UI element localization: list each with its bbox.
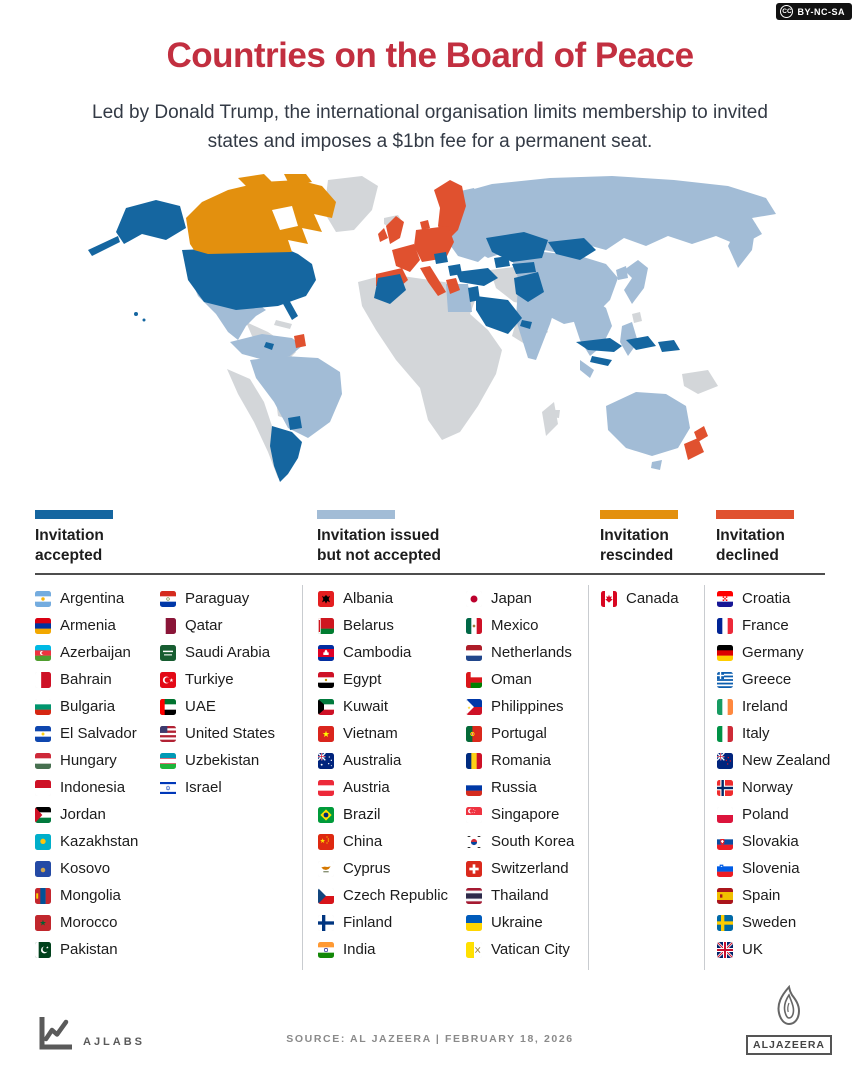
country-flag-icon xyxy=(318,753,334,769)
country-flag-icon xyxy=(318,861,334,877)
legend-declined-line1: Invitation xyxy=(716,527,785,545)
country-row xyxy=(466,909,574,936)
country-row xyxy=(466,936,574,963)
country-row xyxy=(160,666,285,693)
accepted-list-a xyxy=(35,585,160,963)
country-row xyxy=(601,585,704,612)
country-row xyxy=(466,882,574,909)
country-name: Mexico xyxy=(491,617,539,635)
country-name: Greece xyxy=(742,671,792,689)
country-flag-icon xyxy=(160,699,176,715)
declined-column xyxy=(704,585,831,970)
map-paraguay xyxy=(288,416,302,430)
country-flag-icon xyxy=(466,888,482,904)
country-row xyxy=(318,585,466,612)
page-title: Countries on the Board of Peace xyxy=(166,36,694,75)
country-name: Thailand xyxy=(491,887,549,905)
map-uzbekistan xyxy=(512,262,536,274)
country-row xyxy=(318,666,466,693)
legend-row xyxy=(35,510,825,565)
country-flag-icon xyxy=(466,834,482,850)
map-new-guinea xyxy=(682,370,718,394)
country-flag-icon xyxy=(35,726,51,742)
country-name: Hungary xyxy=(60,752,117,770)
country-flag-icon xyxy=(160,753,176,769)
country-name: Egypt xyxy=(343,671,382,689)
country-row xyxy=(466,855,574,882)
country-row xyxy=(35,936,160,963)
country-name: Cambodia xyxy=(343,644,412,662)
country-name: Armenia xyxy=(60,617,116,635)
country-row xyxy=(717,909,825,936)
country-row xyxy=(318,747,466,774)
country-name: Bulgaria xyxy=(60,698,116,716)
country-row xyxy=(717,855,825,882)
country-flag-icon xyxy=(717,645,733,661)
country-row xyxy=(318,801,466,828)
country-name: China xyxy=(343,833,383,851)
country-row xyxy=(318,882,466,909)
map-canada xyxy=(186,180,336,254)
country-name: Germany xyxy=(742,644,804,662)
country-flag-icon xyxy=(35,915,51,931)
country-name: India xyxy=(343,941,376,959)
country-name: Japan xyxy=(491,590,532,608)
country-name: Uzbekistan xyxy=(185,752,260,770)
country-row xyxy=(35,693,160,720)
legend-declined xyxy=(704,510,825,565)
country-flag-icon xyxy=(466,591,482,607)
country-row xyxy=(160,639,285,666)
country-flag-icon xyxy=(318,618,334,634)
country-row xyxy=(318,774,466,801)
country-name: Albania xyxy=(343,590,394,608)
country-flag-icon xyxy=(35,780,51,796)
map-french-guiana xyxy=(294,334,306,348)
country-flag-icon xyxy=(717,672,733,688)
country-flag-icon xyxy=(35,807,51,823)
country-flag-icon xyxy=(601,591,617,607)
country-name: Bahrain xyxy=(60,671,112,689)
svg-text:★: ★ xyxy=(467,704,471,710)
country-name: Kuwait xyxy=(343,698,389,716)
country-flag-icon xyxy=(160,672,176,688)
country-name: Indonesia xyxy=(60,779,126,797)
legend-rescinded-line1: Invitation xyxy=(600,527,669,545)
country-flag-icon xyxy=(35,645,51,661)
country-row xyxy=(717,612,825,639)
country-flag-icon xyxy=(318,915,334,931)
map-hawaii xyxy=(134,312,138,316)
country-name: Switzerland xyxy=(491,860,569,878)
country-row xyxy=(160,774,285,801)
legend-accepted-line2: accepted xyxy=(35,546,103,564)
country-name: Argentina xyxy=(60,590,125,608)
country-row xyxy=(35,882,160,909)
country-flag-icon xyxy=(35,699,51,715)
country-row xyxy=(160,585,285,612)
country-name: Portugal xyxy=(491,725,547,743)
legend-issued-line1: Invitation issued xyxy=(317,527,440,545)
legend-swatch-issued xyxy=(317,510,395,519)
country-flag-icon xyxy=(35,672,51,688)
country-row xyxy=(160,747,285,774)
issued-columns xyxy=(302,585,588,970)
aljazeera-wordmark: ALJAZEERA xyxy=(746,1035,832,1055)
country-row xyxy=(717,801,825,828)
aljazeera-logo xyxy=(746,985,832,1055)
map-malaysia xyxy=(580,360,594,378)
country-row xyxy=(35,828,160,855)
country-row xyxy=(318,693,466,720)
country-name: Australia xyxy=(343,752,402,770)
legend-declined-line2: declined xyxy=(716,546,779,564)
country-flag-icon xyxy=(35,888,51,904)
legend-issued-line2: but not accepted xyxy=(317,546,442,564)
rescinded-column xyxy=(588,585,704,970)
map-japan xyxy=(624,260,648,304)
legend-and-lists xyxy=(35,510,831,970)
country-row xyxy=(35,855,160,882)
legend-rescinded-line2: rescinded xyxy=(600,546,674,564)
legend-swatch-declined xyxy=(716,510,794,519)
country-flag-icon xyxy=(717,834,733,850)
svg-text:★: ★ xyxy=(168,677,174,684)
country-name: Morocco xyxy=(60,914,118,932)
country-name: Belarus xyxy=(343,617,394,635)
country-name: Ireland xyxy=(742,698,788,716)
country-flag-icon xyxy=(318,888,334,904)
country-flag-icon xyxy=(160,726,176,742)
country-flag-icon xyxy=(717,861,733,877)
country-name: Italy xyxy=(742,725,770,743)
country-name: Azerbaijan xyxy=(60,644,131,662)
country-flag-icon xyxy=(466,726,482,742)
country-flag-icon xyxy=(466,942,482,958)
country-flag-icon xyxy=(466,672,482,688)
country-name: Oman xyxy=(491,671,532,689)
country-flag-icon xyxy=(466,861,482,877)
country-name: Kazakhstan xyxy=(60,833,139,851)
country-flag-icon xyxy=(318,591,334,607)
country-row xyxy=(466,747,574,774)
country-row xyxy=(35,585,160,612)
country-name: Brazil xyxy=(343,806,381,824)
country-name: Russia xyxy=(491,779,537,797)
legend-accepted xyxy=(35,510,302,565)
country-name: Slovakia xyxy=(742,833,799,851)
svg-text:★: ★ xyxy=(39,918,47,928)
country-flag-icon xyxy=(160,780,176,796)
map-ireland xyxy=(378,228,388,242)
country-name: Slovenia xyxy=(742,860,800,878)
country-flag-icon xyxy=(717,942,733,958)
cc-icon: CC xyxy=(780,5,793,18)
country-flag-icon xyxy=(466,753,482,769)
country-row xyxy=(717,936,825,963)
map-group-rescinded xyxy=(186,174,336,254)
country-row xyxy=(717,693,825,720)
cc-license-label: BY-NC-SA xyxy=(797,6,845,17)
country-name: Poland xyxy=(742,806,789,824)
country-row xyxy=(318,828,466,855)
country-name: UK xyxy=(742,941,763,959)
country-name: Croatia xyxy=(742,590,791,608)
country-flag-icon xyxy=(35,942,51,958)
ajlabs-wordmark: AJLABS xyxy=(83,1036,146,1048)
country-name: Mongolia xyxy=(60,887,121,905)
accepted-columns xyxy=(35,585,302,970)
country-name: France xyxy=(742,617,789,635)
country-row xyxy=(466,666,574,693)
country-flag-icon xyxy=(717,699,733,715)
country-flag-icon xyxy=(717,888,733,904)
country-name: Saudi Arabia xyxy=(185,644,271,662)
country-row xyxy=(466,774,574,801)
country-flag-icon xyxy=(717,753,733,769)
country-name: Cyprus xyxy=(343,860,391,878)
country-row xyxy=(318,612,466,639)
country-flag-icon xyxy=(318,726,334,742)
country-row xyxy=(160,693,285,720)
country-flag-icon xyxy=(466,645,482,661)
country-row xyxy=(466,693,574,720)
country-name: Pakistan xyxy=(60,941,118,959)
country-name: El Salvador xyxy=(60,725,137,743)
source-line: SOURCE: AL JAZEERA | FEBRUARY 18, 2026 xyxy=(286,1033,574,1045)
country-row xyxy=(35,666,160,693)
country-flag-icon xyxy=(35,618,51,634)
country-row xyxy=(160,612,285,639)
country-name: Jordan xyxy=(60,806,106,824)
country-flag-icon xyxy=(318,699,334,715)
country-flag-icon xyxy=(318,807,334,823)
country-flag-icon xyxy=(35,753,51,769)
country-name: Qatar xyxy=(185,617,223,635)
country-name: Vatican City xyxy=(491,941,570,959)
country-row xyxy=(466,612,574,639)
legend-rescinded xyxy=(588,510,704,565)
country-flag-icon xyxy=(318,942,334,958)
country-row xyxy=(717,828,825,855)
map-central-europe xyxy=(414,226,454,262)
country-flag-icon xyxy=(160,618,176,634)
country-row xyxy=(466,720,574,747)
country-flag-icon xyxy=(318,834,334,850)
country-name: Israel xyxy=(185,779,222,797)
map-taiwan xyxy=(632,312,642,323)
world-map xyxy=(40,174,820,494)
country-flag-icon xyxy=(160,591,176,607)
country-row xyxy=(717,666,825,693)
map-alaska xyxy=(88,200,186,256)
issued-list-b xyxy=(466,585,574,963)
country-row xyxy=(717,639,825,666)
country-flag-icon xyxy=(717,780,733,796)
map-australia xyxy=(606,392,690,456)
country-lists xyxy=(35,575,831,970)
svg-text:★: ★ xyxy=(319,836,326,845)
map-sri-lanka xyxy=(551,410,560,418)
country-flag-icon xyxy=(318,645,334,661)
country-flag-icon xyxy=(466,807,482,823)
legend-swatch-accepted xyxy=(35,510,113,519)
svg-text:✡: ✡ xyxy=(165,784,171,793)
legend-issued xyxy=(302,510,588,565)
country-flag-icon xyxy=(318,672,334,688)
country-name: Austria xyxy=(343,779,390,797)
cc-license-badge xyxy=(776,3,852,20)
country-flag-icon xyxy=(466,699,482,715)
country-name: Kosovo xyxy=(60,860,111,878)
country-name: Romania xyxy=(491,752,552,770)
map-hawaii2 xyxy=(143,319,146,322)
svg-text:★: ★ xyxy=(322,729,330,740)
country-row xyxy=(717,774,825,801)
country-name: Vietnam xyxy=(343,725,398,743)
map-south-korea xyxy=(616,266,628,280)
country-row xyxy=(318,936,466,963)
country-flag-icon xyxy=(466,618,482,634)
country-name: Finland xyxy=(343,914,393,932)
country-name: Netherlands xyxy=(491,644,572,662)
country-row xyxy=(318,909,466,936)
country-flag-icon xyxy=(717,618,733,634)
country-name: New Zealand xyxy=(742,752,831,770)
page-subtitle: Led by Donald Trump, the international organisation limits membership to invited states and imposes a $1bn fee for a permanent seat. xyxy=(92,102,768,152)
country-row xyxy=(160,720,285,747)
legend-accepted-line1: Invitation xyxy=(35,527,104,545)
country-row xyxy=(35,801,160,828)
country-flag-icon xyxy=(717,807,733,823)
country-row xyxy=(717,585,825,612)
legend-swatch-rescinded xyxy=(600,510,678,519)
country-row xyxy=(466,828,574,855)
country-name: Philippines xyxy=(491,698,564,716)
country-row xyxy=(35,909,160,936)
country-row xyxy=(35,639,160,666)
country-name: United States xyxy=(185,725,276,743)
country-row xyxy=(717,747,831,774)
country-flag-icon xyxy=(160,645,176,661)
country-row xyxy=(466,639,574,666)
country-name: Canada xyxy=(626,590,679,608)
country-name: Turkiye xyxy=(185,671,234,689)
country-row xyxy=(35,774,160,801)
country-row xyxy=(35,720,160,747)
map-madagascar xyxy=(542,402,558,436)
accepted-list-b xyxy=(160,585,285,963)
country-name: Norway xyxy=(742,779,793,797)
country-flag-icon xyxy=(35,834,51,850)
svg-text:★: ★ xyxy=(45,945,49,950)
country-row xyxy=(717,720,825,747)
country-flag-icon xyxy=(35,861,51,877)
aljazeera-flame-icon xyxy=(769,985,809,1031)
country-name: UAE xyxy=(185,698,216,716)
country-flag-icon xyxy=(717,591,733,607)
country-row xyxy=(318,855,466,882)
map-tasmania xyxy=(651,460,662,470)
country-name: Ukraine xyxy=(491,914,543,932)
country-name: Singapore xyxy=(491,806,560,824)
country-row xyxy=(717,882,825,909)
map-hungary xyxy=(434,252,448,264)
country-flag-icon xyxy=(466,915,482,931)
world-map-svg xyxy=(40,174,820,494)
country-row xyxy=(35,747,160,774)
map-argentina xyxy=(270,426,302,482)
country-row xyxy=(466,801,574,828)
map-usa xyxy=(182,246,316,310)
country-name: South Korea xyxy=(491,833,575,851)
country-flag-icon xyxy=(717,915,733,931)
country-name: Spain xyxy=(742,887,781,905)
country-name: Czech Republic xyxy=(343,887,449,905)
country-name: Paraguay xyxy=(185,590,250,608)
country-flag-icon xyxy=(318,780,334,796)
country-row xyxy=(318,639,466,666)
country-row xyxy=(318,720,466,747)
country-row xyxy=(35,612,160,639)
country-row xyxy=(466,585,574,612)
country-flag-icon xyxy=(466,780,482,796)
issued-list-a xyxy=(318,585,466,963)
country-flag-icon xyxy=(717,726,733,742)
map-caribbean xyxy=(274,320,292,329)
country-flag-icon xyxy=(35,591,51,607)
country-name: Sweden xyxy=(742,914,797,932)
